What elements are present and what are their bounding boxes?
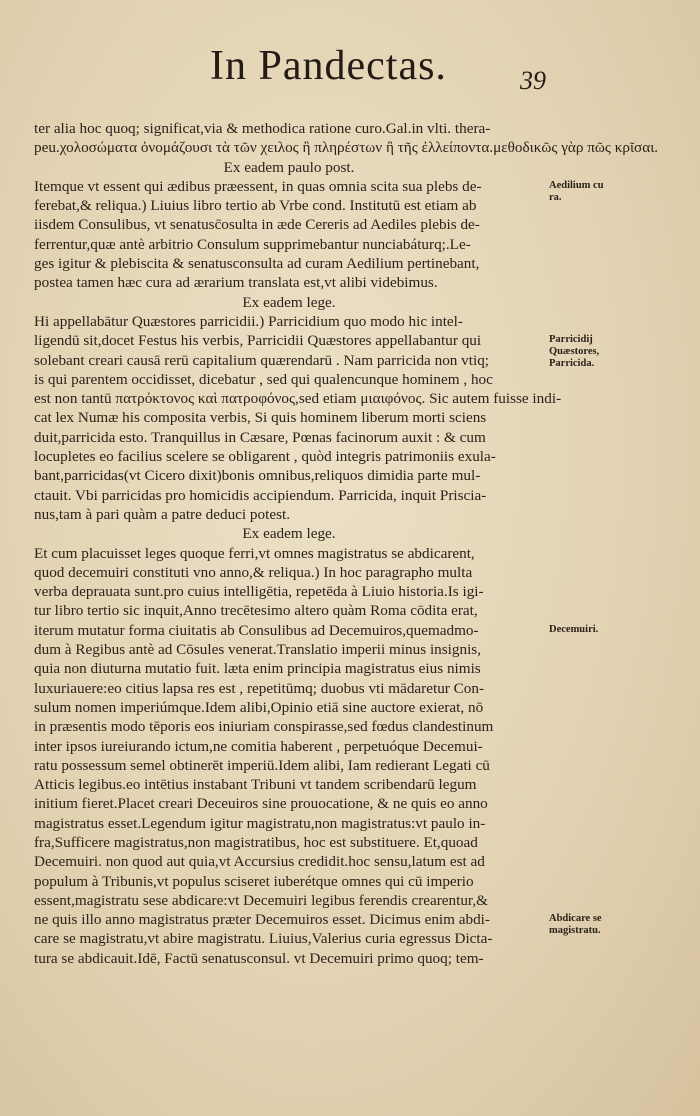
text-line: solebant creari causā rerū capitalium quærendarū . Nam parricida non vtiq; — [34, 351, 490, 369]
margin-note — [549, 334, 689, 370]
text-line: postea tamen hæc cura ad ærarium translata est,vt alibi videbimus. — [34, 274, 438, 292]
text-line: nus,tam à pari quàm a patre deduci potest. — [34, 505, 290, 523]
text-line: ne quis illo anno magistratus præter Decemuiros esset. Dicimus enim abdi- — [34, 911, 490, 929]
text-line: Atticis legibus.eo intētius instabant Tribuni vt tandem scribendarū legum — [34, 776, 477, 794]
text-line: peu.χολοσώματα ὀνομάζουσι τὰ τῶν χειλος ἢ πληρέστων ἢ τῆς ἐλλείποντα.μεθοδικῶς γὰρ πῶς κρῖσαι. — [34, 139, 659, 157]
text-line: cat lex Numæ his composita verbis, Si quis hominem liberum morti sciens — [34, 409, 487, 427]
text-line: luxuriauere:eo citius lapsa res est , repetitūmq; duobus vti mādaretur Con- — [34, 679, 485, 697]
text-line: sulum nomen imperiúmque.Idem alibi,Opinio etiā sine auctore exierat, nō — [34, 698, 484, 716]
text-line: Decemuiri. non quod aut quia,vt Accursius credidit.hoc sensu,latum est ad — [34, 853, 485, 871]
text-line: ratu possessum semel obtinerēt imperiū.Idem alibi, Iam redierant Legati cū — [34, 756, 490, 774]
text-line: initium fieret.Placet creari Deceuiros sine prouocatione, & ne quis eo anno — [34, 795, 488, 813]
text-line: quod decemuiri constituti vno anno,& reliqua.) In hoc paragrapho multa — [34, 563, 473, 581]
text-line: tura se abdicauit.Idē, Factū senatusconsul. vt Decemuiri primo quoq; tem- — [34, 949, 484, 967]
text-line: ctauit. Vbi parricidas pro homicidis accipiendum. Parricida, inquit Priscia- — [34, 486, 487, 504]
text-line: ter alia hoc quoq; significat,via & methodica ratione curo.Gal.in vlti. thera- — [34, 120, 491, 137]
margin-note-line: Parricida. — [549, 358, 595, 370]
margin-note-line: Parricidij — [549, 334, 593, 346]
section-heading: Ex eadem lege. — [242, 293, 336, 311]
text-line: Et cum placuisset leges quoque ferri,vt omnes magistratus se abdicarent, — [34, 544, 475, 562]
text-line: iisdem Consulibus, vt senatusc̄osulta in æde Cereris ad Aediles plebis de- — [34, 216, 480, 234]
margin-note-line: Aedilium cu — [549, 179, 604, 191]
text-line: fra,Sufficere magistratus,non magistratibus, hoc est substituere. Et,quoad — [34, 833, 478, 851]
margin-note-line: magistratu. — [549, 925, 601, 937]
margin-note — [549, 913, 689, 937]
text-line: bant,parricidas(vt Cicero dixit)bonis omnibus,reliquos dimidia parte mul- — [34, 467, 481, 485]
text-line: est non tantū πατρόκτονος καὶ πατροφόνος,sed etiam μιαιφόνος. Sic autem fuisse indi- — [34, 390, 562, 408]
text-line: quia non diuturna mutatio fuit. læta enim principia magistratus eius nimis — [34, 660, 481, 678]
text-line: ferrentur,quæ antè arbitrio Consulum supprimebantur nunciabáturq;.Le- — [34, 235, 471, 253]
margin-note — [549, 180, 689, 204]
margin-note-line: Quæstores, — [549, 346, 600, 358]
text-line: ges igitur & plebiscita & senatusconsulta ad curam Aedilium pertinebant, — [34, 255, 480, 273]
section-heading: Ex eadem paulo post. — [223, 158, 355, 176]
text-line: essent,magistratu sese abdicare:vt Decemuiri legibus ferendis crearentur,& — [34, 891, 488, 909]
margin-note — [549, 624, 689, 636]
text-line: verba deprauata sunt.pro cuius intelligētia, repetēda à Liuio historia.Is igi- — [34, 583, 484, 601]
margin-note-line: ra. — [549, 191, 562, 203]
text-line: care se magistratu,vt abire magistratu. Liuius,Valerius curia egressus Dicta- — [34, 930, 493, 948]
text-line: tur libro tertio sic inquit,Anno trecētesimo altero quàm Roma cōdita erat, — [34, 602, 478, 620]
section-heading: Ex eadem lege. — [242, 525, 336, 543]
text-line: ferebat,& reliqua.) Liuius libro tertio ab Vrbe cond. Institutū est etiam ab — [34, 197, 477, 215]
text-line: duit,parricida esto. Tranquillus in Cæsare, Pœnas facinorum auxit : & cum — [34, 428, 486, 446]
text-line: ligendū sit,docet Festus his verbis, Parricidii Quæstores appellabantur qui — [34, 332, 482, 350]
text-line: magistratus esset.Legendum igitur magistratu,non magistratus:vt paulo in- — [34, 814, 486, 832]
text-line: inter ipsos iureiurando ictum,ne comitia haberent , perpetuóque Decemui- — [34, 737, 483, 755]
text-line: Hi appellabātur Quæstores parricidii.) Parricidium quo modo hic intel- — [34, 312, 463, 330]
margin-note-line: Decemuiri. — [549, 623, 599, 635]
running-head: In Pandectas. — [210, 43, 447, 89]
text-line: locupletes eo facilius scelere se obligarent , quòd integris patrimoniis exula- — [34, 448, 496, 466]
text-line: populum à Tribunis,vt populus sciseret iuberétque omnes qui cū imperio — [34, 872, 474, 890]
text-line: iterum mutatur forma ciuitatis ab Consulibus ad Decemuiros,quemadmo- — [34, 621, 479, 639]
page-number: 39 — [520, 66, 546, 95]
margin-note-line: Abdicare se — [549, 913, 602, 925]
text-line: Itemque vt essent qui ædibus præessent, in quas omnia scita sua plebs de- — [34, 177, 482, 195]
text-line: is qui parentem occidisset, dicebatur , sed qui qualencunque hominem , hoc — [34, 370, 493, 388]
text-line: dum à Regibus antè ad Cōsules venerat.Translatio imperii minus insignis, — [34, 641, 481, 659]
text-line: in præsentis modo tēporis eos iniuriam conspirasse,sed fœdus clandestinum — [34, 718, 494, 736]
